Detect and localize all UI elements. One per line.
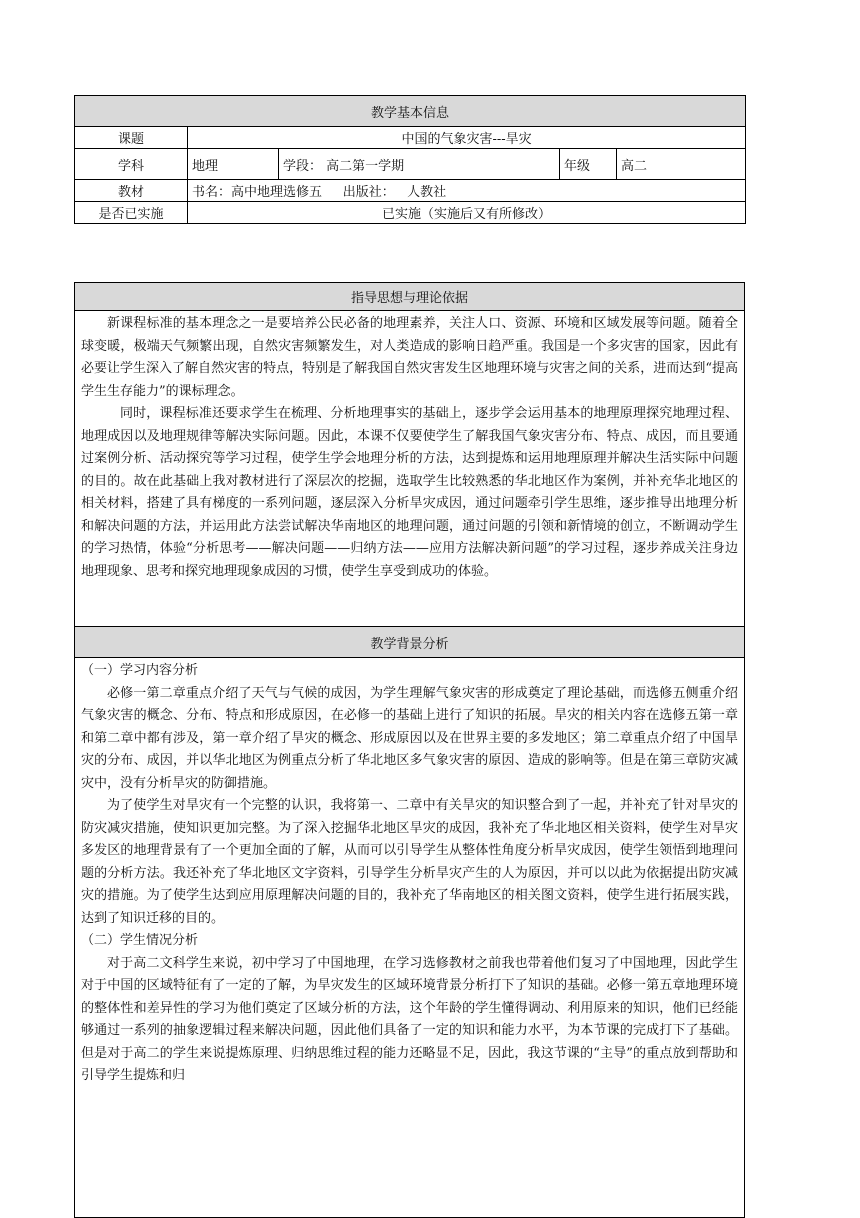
guiding-body (75, 311, 745, 627)
background-table (74, 626, 745, 1218)
content-paragraph: 为了使学生对旱灾有一个完整的认识，我将第一、二章中有关旱灾的知识整合到了一起，并补充了针对旱灾的防灾减灾措施，使知识更加完整。为了深入挖掘华北地区旱灾的成因，我补充了华北地区相关资料，使学生对旱灾多发区的地理背景有了一个更加全面的了解，从而可以引导学生从整体性角度分析旱灾成因，使学生领悟到地理问题的分析方法。我还补充了华北地区文字资料，引导学生分析旱灾产生的人为原因，并可以以此为依据提出防灾减灾的措施。为了使学生达到应用原理解决问题的目的，我补充了华南地区的相关图文资料，使学生进行拓展实践，达到了知识迁移的目的。 (81, 798, 738, 926)
implemented-label: 是否已实施 (75, 202, 188, 224)
textbook-publisher-label: 出版社： (342, 185, 395, 200)
textbook-book-value: 高中地理选修五 (231, 185, 323, 200)
stage-value: 高二第一学期 (326, 158, 405, 174)
guiding-table (74, 282, 745, 627)
stage-cell (279, 149, 560, 180)
guiding-paragraph: 同时，课程标准还要求学生在梳理、分析地理事实的基础上，逐步学会运用基本的地理原理探究地理过程、地理成因以及地理规律等解决实际问题。因此，本课不仅要使学生了解我国气象灾害分布、特点、成因，而且要通过案例分析、活动探究等学习过程，使学生学会地理分析的方法，达到提炼和运用地理原理并解决生活实际中问题的目的。故在此基础上我对教材进行了深层次的挖掘，选取学生比较熟悉的华北地区作为案例，并补充华北地区的相关材料，搭建了具有梯度的一系列问题，逐层深入分析旱灾成因，通过问题牵引学生思维，逐步推导出地理分析和解决问题的方法，并运用此方法尝试解决华南地区的地理问题，通过问题的引领和新情境的创立，不断调动学生的学习热情，体验“分析思考——解决问题——归纳方法——应用方法解决新问题”的学习过程，逐步养成关注身边地理现象、思考和探究地理现象成因的习惯，使学生享受到成功的体验。 (81, 406, 738, 579)
guiding-header: 指导思想与理论依据 (75, 283, 745, 311)
implemented-value: 已实施（实施后又有所修改） (188, 202, 746, 224)
subject-label: 学科 (75, 149, 188, 180)
topic-value: 中国的气象灾害---旱灾 (188, 127, 746, 149)
student-paragraph: 对于高二文科学生来说，初中学习了中国地理，在学习选修教材之前我也带着他们复习了中国地理，因此学生对于中国的区域特征有了一定的了解，为旱灾发生的区域环境背景分析打下了知识的基础。必修一第五章地理环境的整体性和差异性的学习为他们奠定了区域分析的方法，这个年龄的学生懂得调动、利用原来的知识，他们已经能够通过一系列的抽象逻辑过程来解决问题，因此他们具备了一定的知识和能力水平，为本节课的完成打下了基础。但是对于高二的学生来说提炼原理、归纳思维过程的能力还略显不足，因此，我这节课的“主导”的重点放到帮助和引导学生提炼和归 (81, 955, 738, 1083)
background-header: 教学背景分析 (75, 627, 745, 658)
grade-value: 高二 (617, 149, 746, 180)
textbook-publisher-value: 人教社 (407, 185, 447, 200)
textbook-cell (188, 180, 746, 202)
content-paragraph: 必修一第二章重点介绍了天气与气候的成因，为学生理解气象灾害的形成奠定了理论基础，而选修五侧重介绍气象灾害的概念、分布、特点和形成原因，在必修一的基础上进行了知识的拓展。旱灾的相关内容在选修五第一章和第二章中都有涉及，第一章介绍了旱灾的概念、形成原因以及在世界主要的多发地区；第二章重点介绍了中国旱灾的分布、成因，并以华北地区为例重点分析了华北地区多气象灾害的原因、造成的影响等。但是在第三章防灾减灾中，没有分析旱灾的防御措施。 (81, 685, 738, 791)
guiding-paragraph: 新课程标准的基本理念之一是要培养公民必备的地理素养，关注人口、资源、环境和区域发展等问题。随着全球变暖，极端天气频繁出现，自然灾害频繁发生，对人类造成的影响日趋严重。我国是一个多灾害的国家，因此有必要让学生深入了解自然灾害的特点，特别是了解我国自然灾害发生区地理环境与灾害之间的关系，进而达到“提高学生生存能力”的课标理念。 (81, 316, 738, 399)
textbook-label: 教材 (75, 180, 188, 202)
textbook-book-label: 书名： (192, 185, 232, 200)
content-analysis-heading: （一）学习内容分析 (81, 663, 199, 678)
basic-info-table (74, 95, 746, 224)
student-analysis-heading: （二）学生情况分析 (81, 933, 199, 948)
background-body (75, 658, 745, 1218)
subject-value: 地理 (188, 149, 279, 180)
basic-info-header: 教学基本信息 (75, 96, 746, 127)
grade-label: 年级 (560, 149, 617, 180)
stage-label: 学段： (283, 158, 323, 174)
topic-label: 课题 (75, 127, 188, 149)
